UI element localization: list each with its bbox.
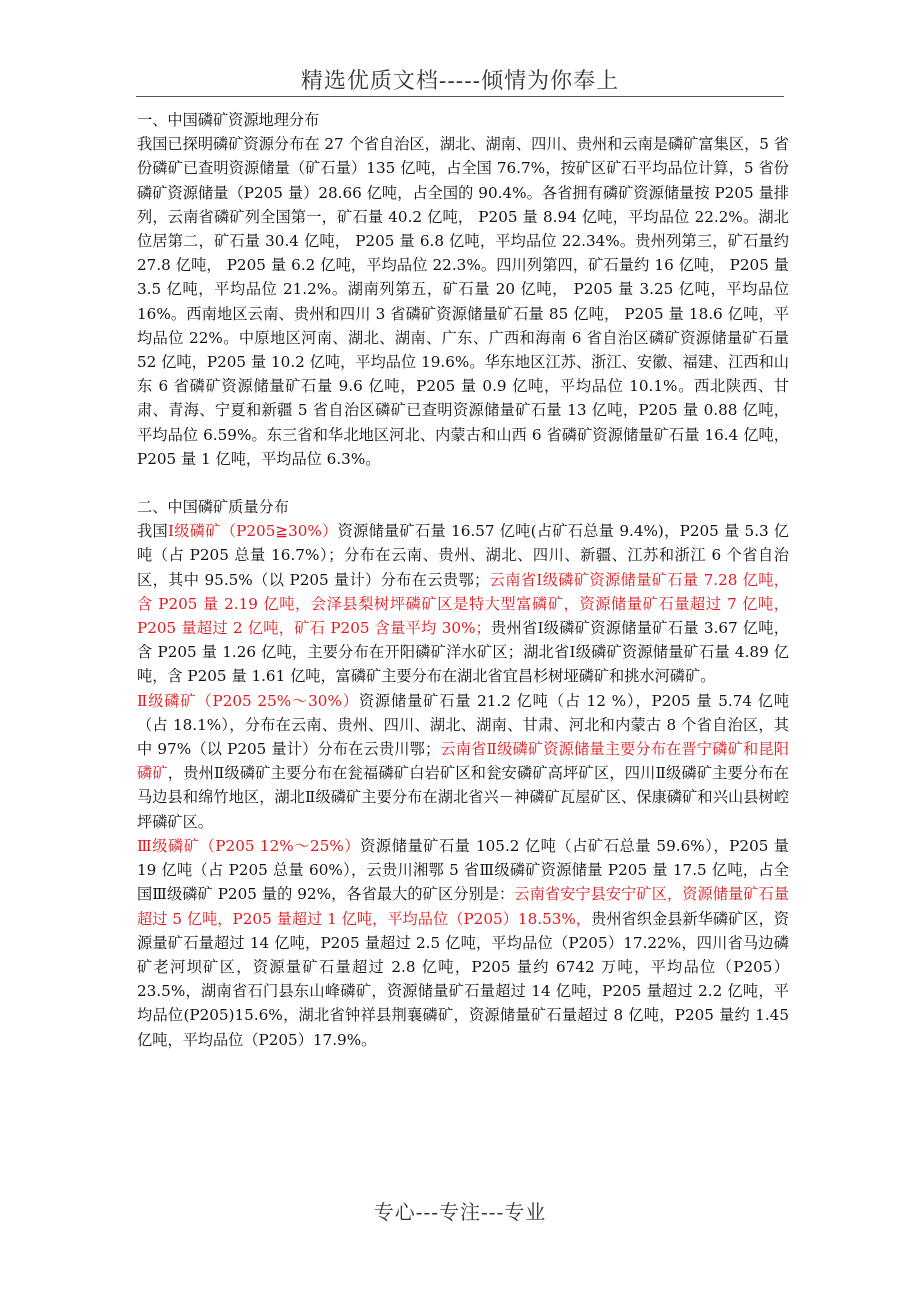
page-footer-text: 专心---专注---专业 — [373, 1200, 547, 1224]
grade3-paragraph — [137, 834, 789, 1052]
grade1-paragraph — [137, 519, 789, 688]
grade1-text-3: 贵州省Ⅰ级磷矿资源储量矿石量 3.67 亿吨，含 P205 量 1.26 亿吨，主要分布在开阳磷矿洋水矿区；湖北省Ⅰ级磷矿资源储量矿石量 4.89 亿吨，含 P205 量 1.61 亿吨，富磷矿主要分布在湖北省宜昌杉树垭磷矿和挑水河磷矿。 — [137, 619, 789, 686]
grade1-highlight-yunnan: 云南省Ⅰ级磷矿资源储量矿石量 7.28 亿吨，含 P205 量 2.19 亿吨，会泽县梨树坪磷矿区是特大型富磷矿，资源储量矿石量超过 7 亿吨，P205 量超过 2 亿吨，矿石 P205 含量平均 30%； — [137, 570, 789, 638]
grade2-highlight-label: Ⅱ级磷矿（P205 25%～30%） — [137, 691, 359, 710]
grade1-highlight-label: Ⅰ级磷矿（P205≧30%） — [167, 522, 338, 541]
grade3-text-2: 贵州省织金县新华磷矿区，资源量矿石量超过 14 亿吨，P205 量超过 2.5 亿吨，平均品位（P205）17.22%，四川省马边磷矿老河坝矿区，资源量矿石量超过 2.8 亿吨，P205 量约 6742 万吨，平均品位（P205）23.5%，湖南省石门县东山峰磷矿，资源储量矿石量超过 14 亿吨，P205 量超过 2.2 亿吨，平均品位(P205)15.6%，湖北省钟祥县荆襄磷矿，资源储量矿石量超过 8 亿吨，P205 量约 1.45 亿吨，平均品位（P205）17.9%。 — [137, 909, 789, 1049]
grade1-text-2: 资源储量矿石量 16.57 亿吨(占矿石总量 9.4%)，P205 量 5.3 亿吨（占 P205 总量 16.7%）；分布在云南、贵州、湖北、四川、新疆、江苏和浙江 6 个省自治区，其中 95.5%（以 P205 量计）分布在云贵鄂； — [137, 522, 789, 589]
document-body — [137, 108, 789, 1052]
section1-heading: 一、中国磷矿资源地理分布 — [137, 111, 320, 129]
section2-heading: 二、中国磷矿质量分布 — [137, 498, 289, 517]
grade1-text-1: 我国 — [137, 522, 168, 541]
header-divider — [136, 96, 784, 97]
grade2-text-2: ，贵州Ⅱ级磷矿主要分布在瓮福磷矿白岩矿区和瓮安磷矿高坪矿区，四川Ⅱ级磷矿主要分布在马边县和绵竹地区，湖北Ⅱ级磷矿主要分布在湖北省兴－神磷矿瓦屋矿区、保康磷矿和兴山县树崆坪磷矿区。 — [137, 764, 789, 831]
section-spacer — [137, 471, 789, 495]
grade3-highlight-yunnan: 云南省安宁县安宁矿区，资源储量矿石量超过 5 亿吨，P205 量超过 1 亿吨，平均品位（P205）18.53%， — [137, 885, 790, 928]
grade3-highlight-label: Ⅲ级磷矿（P205 12%～25%） — [137, 836, 361, 855]
grade2-highlight-yunnan: 云南省Ⅱ级磷矿资源储量主要分布在晋宁磷矿和昆阳磷矿 — [137, 740, 789, 783]
grade2-paragraph — [137, 689, 789, 834]
grade3-text-1: 资源储量矿石量 105.2 亿吨（占矿石总量 59.6%），P205 量 19 亿吨（占 P205 总量 60%），云贵川湘鄂 5 省Ⅲ级磷矿资源储量 P205 量 17.5 亿吨，占全国Ⅲ级磷矿 P205 量的 92%，各省最大的矿区分别是： — [137, 836, 789, 904]
grade2-text-1: 资源储量矿石量 21.2 亿吨（占 12 %），P205 量 5.74 亿吨（占 18.1%），分布在云南、贵州、四川、湖北、湖南、甘肃、河北和内蒙古 8 个省自治区，其中 97%（以 P205 量计）分布在云贵川鄂； — [137, 691, 790, 759]
page-header-title: 精选优质文档-----倾情为你奉上 — [300, 69, 620, 94]
section1-paragraph: 我国已探明磷矿资源分布在 27 个省自治区，湖北、湖南、四川、贵州和云南是磷矿富集区，5 省份磷矿已查明资源储量（矿石量）135 亿吨，占全国 76.7%，按矿区矿石平均品位计算，5 省份磷矿资源储量（P205 量）28.66 亿吨，占全国的 90.4%。各省拥有磷矿资源储量按 P205 量排列，云南省磷矿列全国第一，矿石量 40.2 亿吨， P205 量 8.94 亿吨，平均品位 22.2%。湖北位居第二，矿石量 30.4 亿吨， P205 量 6.8 亿吨，平均品位 22.34%。贵州列第三，矿石量约 27.8 亿吨， P205 量 6.2 亿吨，平均品位 22.3%。四川列第四，矿石量约 16 亿吨， P205 量 3.5 亿吨，平均品位 21.2%。湖南列第五，矿石量 20 亿吨， P205 量 3.25 亿吨，平均品位 16%。西南地区云南、贵州和四川 3 省磷矿资源储量矿石量 85 亿吨， P205 量 18.6 亿吨，平均品位 22%。中原地区河南、湖北、湖南、广东、广西和海南 6 省自治区磷矿资源储量矿石量 52 亿吨，P205 量 10.2 亿吨，平均品位 19.6%。华东地区江苏、浙江、安徽、福建、江西和山东 6 省磷矿资源储量矿石量 9.6 亿吨，P205 量 0.9 亿吨，平均品位 10.1%。西北陕西、甘肃、青海、宁夏和新疆 5 省自治区磷矿已查明资源储量矿石量 13 亿吨，P205 量 0.88 亿吨，平均品位 6.59%。东三省和华北地区河北、内蒙古和山西 6 省磷矿资源储量矿石量 16.4 亿吨，P205 量 1 亿吨，平均品位 6.3%。 — [137, 135, 789, 468]
